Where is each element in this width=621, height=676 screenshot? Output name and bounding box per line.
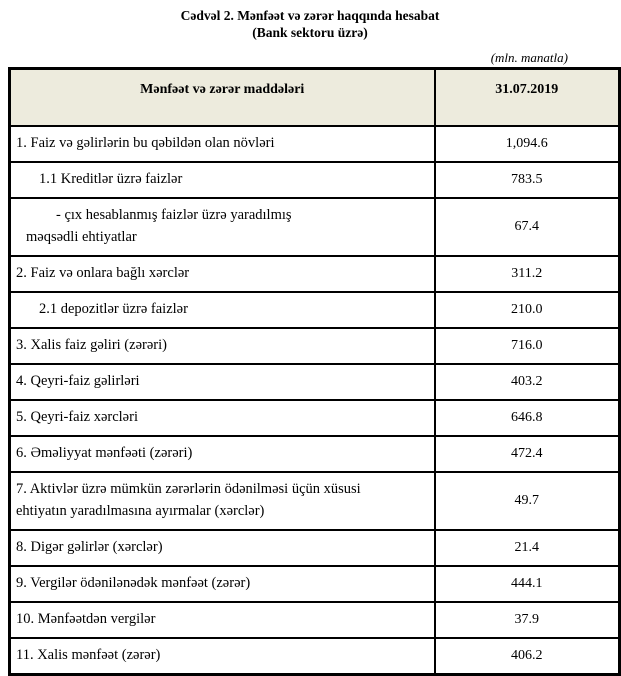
row-value: 37.9 (435, 602, 620, 638)
row-label: 1.1 Kreditlər üzrə faizlər (10, 162, 435, 198)
row-value: 472.4 (435, 436, 620, 472)
row-label: 10. Mənfəətdən vergilər (10, 602, 435, 638)
row-value: 783.5 (435, 162, 620, 198)
row-value: 406.2 (435, 638, 620, 675)
row-value: 311.2 (435, 256, 620, 292)
row-label: 2.1 depozitlər üzrə faizlər (10, 292, 435, 328)
row-value: 403.2 (435, 364, 620, 400)
table-row (10, 602, 620, 638)
table-row (10, 256, 620, 292)
table-row (10, 638, 620, 675)
row-value: 1,094.6 (435, 126, 620, 162)
row-value: 49.7 (435, 472, 620, 530)
row-label-line1: - çıx hesablanmış faizlər üzrə yaradılmış (56, 207, 292, 223)
header-items-column: Mənfəət və zərər maddələri (10, 69, 435, 127)
row-value: 716.0 (435, 328, 620, 364)
row-label: 3. Xalis faiz gəliri (zərəri) (10, 328, 435, 364)
row-label: 6. Əməliyyat mənfəəti (zərəri) (10, 436, 435, 472)
row-label: 11. Xalis mənfəət (zərər) (10, 638, 435, 675)
table-row (10, 198, 620, 256)
table-row (10, 162, 620, 198)
row-label: 4. Qeyri-faiz gəlirləri (10, 364, 435, 400)
row-label (10, 198, 435, 256)
row-value: 646.8 (435, 400, 620, 436)
row-label: 5. Qeyri-faiz xərcləri (10, 400, 435, 436)
table-row (10, 328, 620, 364)
table-row (10, 472, 620, 530)
table-row (10, 530, 620, 566)
document-title (0, 0, 620, 41)
table-row (10, 566, 620, 602)
document-title-line2: (Bank sektoru üzrə) (252, 25, 368, 40)
table-row (10, 436, 620, 472)
header-date-column: 31.07.2019 (435, 69, 620, 127)
profit-loss-table (8, 67, 621, 676)
row-label: 2. Faiz və onlara bağlı xərclər (10, 256, 435, 292)
row-value: 444.1 (435, 566, 620, 602)
table-row (10, 292, 620, 328)
row-value: 67.4 (435, 198, 620, 256)
row-label-line2: məqsədli ehtiyatlar (26, 229, 137, 245)
row-label-line1: 7. Aktivlər üzrə mümkün zərərlərin ödənilməsi üçün xüsusi (16, 481, 361, 497)
table-row (10, 364, 620, 400)
row-label (10, 472, 435, 530)
row-label: 1. Faiz və gəlirlərin bu qəbildən olan növləri (10, 126, 435, 162)
row-label-line2: ehtiyatın yaradılmasına ayırmalar (xərclər) (16, 503, 265, 519)
document-title-line1: Cədvəl 2. Mənfəət və zərər haqqında hesabat (180, 8, 440, 23)
row-label: 8. Digər gəlirlər (xərclər) (10, 530, 435, 566)
row-label: 9. Vergilər ödənilənədək mənfəət (zərər) (10, 566, 435, 602)
row-value: 210.0 (435, 292, 620, 328)
table-row (10, 400, 620, 436)
unit-note: (mln. manatla) (490, 50, 568, 65)
table-row (10, 126, 620, 162)
table-header-row (10, 69, 620, 127)
row-value: 21.4 (435, 530, 620, 566)
